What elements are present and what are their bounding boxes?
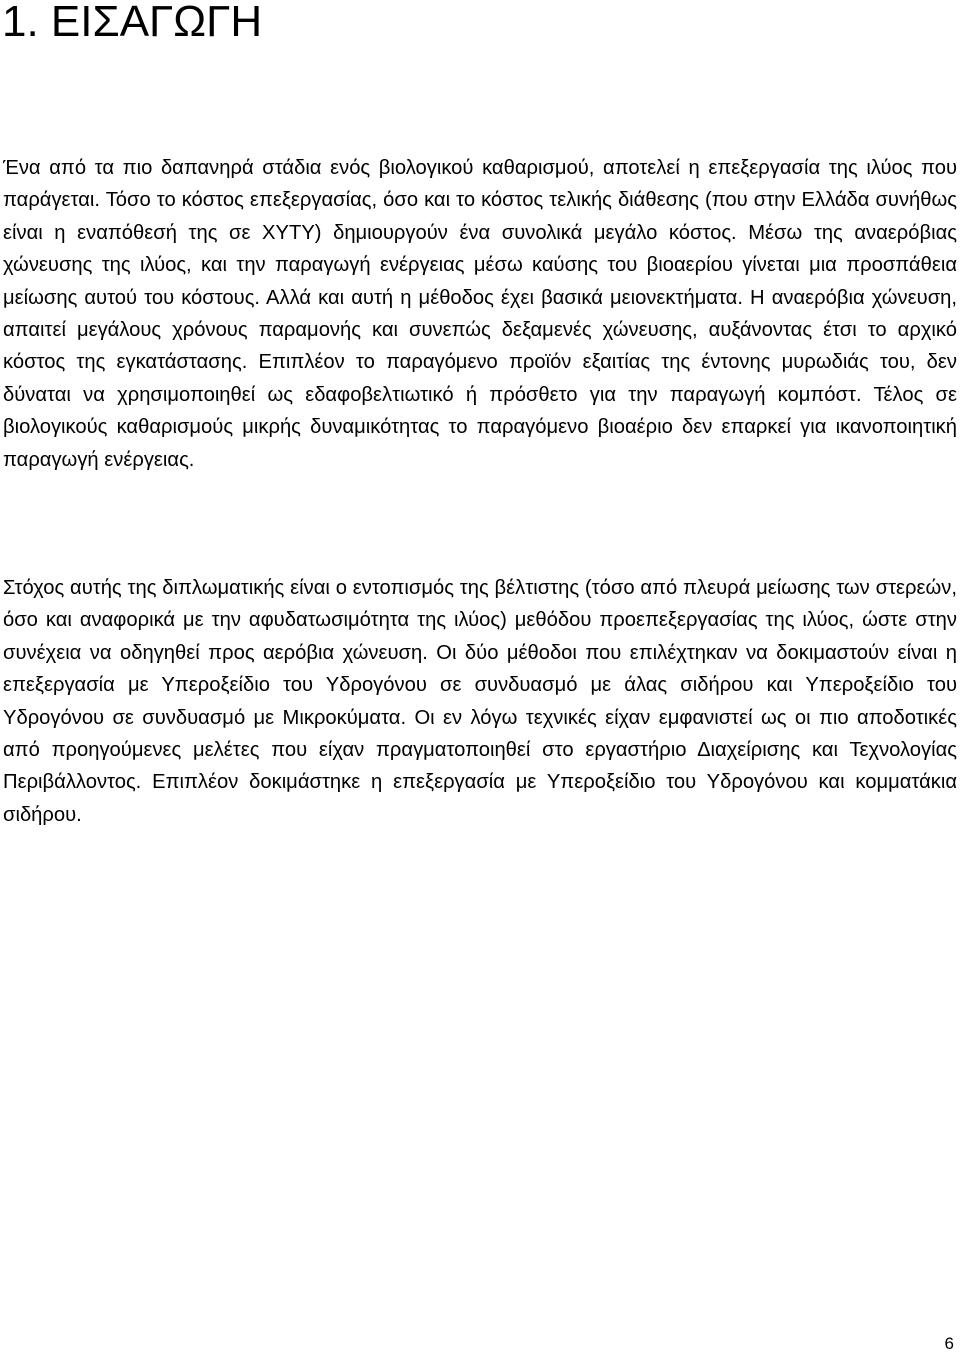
body-paragraph-2: Στόχος αυτής της διπλωματικής είναι ο εντοπισμός της βέλτιστης (τόσο από πλευρά μείωσης των στερεών, όσο και αναφορικά με την αφυδατωσιμότητα της ιλύος) μεθόδου προεπεξεργασίας της ιλύος, ώστε στην συνέχεια να οδηγηθεί προς αερόβια χώνευση. Οι δύο μέθοδοι που επιλέχτηκαν να δοκιμαστούν είναι η επεξεργασία με Υπεροξείδιο του Υδρογόνου σε συνδυασμό με άλας σιδήρου και Υπεροξείδιο του Υδρογόνου σε συνδυασμό με Μικροκύματα. Οι εν λόγω τεχνικές είχαν εμφανιστεί ως οι πιο αποδοτικές από προηγούμενες μελέτες που είχαν πραγματοποιηθεί στο εργαστήριο Διαχείρισης και Τεχνολογίας Περιβάλλοντος. Επιπλέον δοκιμάστηκε η επεξεργασία με Υπεροξείδιο του Υδρογόνου και κομματάκια σιδήρου. [3,577,957,826]
section-heading: 1. ΕΙΣΑΓΩΓΗ [2,0,263,46]
body-paragraph-1: Ένα από τα πιο δαπανηρά στάδια ενός βιολογικού καθαρισμού, αποτελεί η επεξεργασία της ιλύος που παράγεται. Τόσο το κόστος επεξεργασίας, όσο και το κόστος τελικής διάθεσης (που στην Ελλάδα συνήθως είναι η εναπόθεσή της σε ΧΥΤΥ) δημιουργούν ένα συνολικά μεγάλο κόστος. Μέσω της αναερόβιας χώνευσης της ιλύος, και την παραγωγή ενέργειας μέσω καύσης του βιοαερίου γίνεται μια προσπάθεια μείωσης αυτού του κόστους. Αλλά και αυτή η μέθοδος έχει βασικά μειονεκτήματα. Η αναερόβια χώνευση, απαιτεί μεγάλους χρόνους παραμονής και συνεπώς δεξαμενές χώνευσης, αυξάνοντας έτσι το αρχικό κόστος της εγκατάστασης. Επιπλέον το παραγόμενο προϊόν εξαιτίας της έντονης μυρωδιάς του, δεν δύναται να χρησιμοποιηθεί ως εδαφοβελτιωτικό ή πρόσθετο για την παραγωγή κομπόστ. Τέλος σε βιολογικούς καθαρισμούς μικρής δυναμικότητας το παραγόμενο βιοαέριο δεν επαρκεί για ικανοποιητική παραγωγή ενέργειας. [3,157,957,471]
page-number: 6 [944,1334,954,1353]
